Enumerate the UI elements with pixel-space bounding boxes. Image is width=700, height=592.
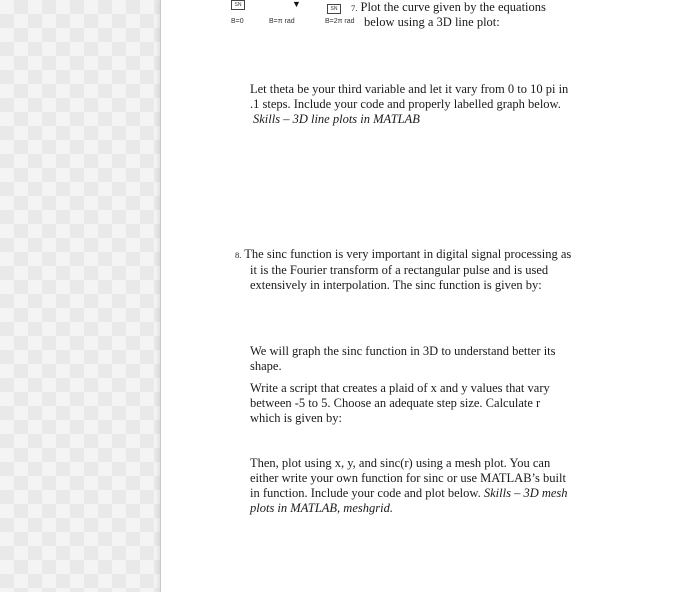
q8-plot-line1: Then, plot using x, y, and sinc(r) using a mesh plot. You can (250, 456, 551, 470)
document-page (160, 0, 700, 592)
q8-intro-line1: The sinc function is very important in digital signal processing as (244, 247, 572, 261)
q8-graph-line2: shape. (250, 359, 282, 373)
q7-body (250, 82, 568, 127)
q8-script-line1: Write a script that creates a plaid of x and y values that vary (250, 381, 550, 395)
figure-label-2: B=π rad (269, 18, 295, 25)
q8-plot-paragraph (250, 456, 568, 516)
q8-plot-line3: in function. Include your code and plot below. (250, 486, 484, 500)
q7-skills: Skills – 3D line plots in MATLAB (253, 112, 420, 126)
q8-script-line3: which is given by: (250, 411, 343, 425)
q8-script-line2: between -5 to 5. Choose an adequate step size. Calculate r (250, 396, 541, 410)
q8-skills-part1: Skills – 3D mesh (483, 486, 568, 500)
q8-plot-line2: either write your own function for sinc or use MATLAB’s built (250, 471, 566, 485)
q7-body-line2: .1 steps. Include your code and properly labelled graph below. (250, 97, 561, 111)
q7-body-line1: Let theta be your third variable and let it vary from 0 to 10 pi in (250, 82, 569, 96)
q8-intro (235, 247, 571, 293)
figure-box-2: SN (327, 4, 341, 14)
down-arrow-icon: ▼ (292, 0, 301, 9)
q7-heading (351, 0, 546, 16)
q8-skills-part2: plots in MATLAB, meshgrid. (250, 501, 393, 515)
q7-line2: below using a 3D line plot: (364, 15, 500, 29)
q7-line1: Plot the curve given by the equations (360, 0, 546, 14)
figure-label-1: B=0 (231, 18, 244, 25)
q8-script-paragraph (250, 381, 550, 426)
figure-box-1: SN (231, 0, 245, 10)
q8-graph-paragraph (250, 344, 556, 374)
q8-graph-line1: We will graph the sinc function in 3D to understand better its (250, 344, 556, 358)
q8-intro-line2: it is the Fourier transform of a rectangular pulse and is used (250, 263, 549, 277)
q8-intro-line3: extensively in interpolation. The sinc function is given by: (250, 278, 542, 292)
q8-number: 8. (235, 250, 242, 260)
figure-label-3: B=2π rad (325, 18, 355, 25)
q7-number: 7. (351, 3, 358, 13)
